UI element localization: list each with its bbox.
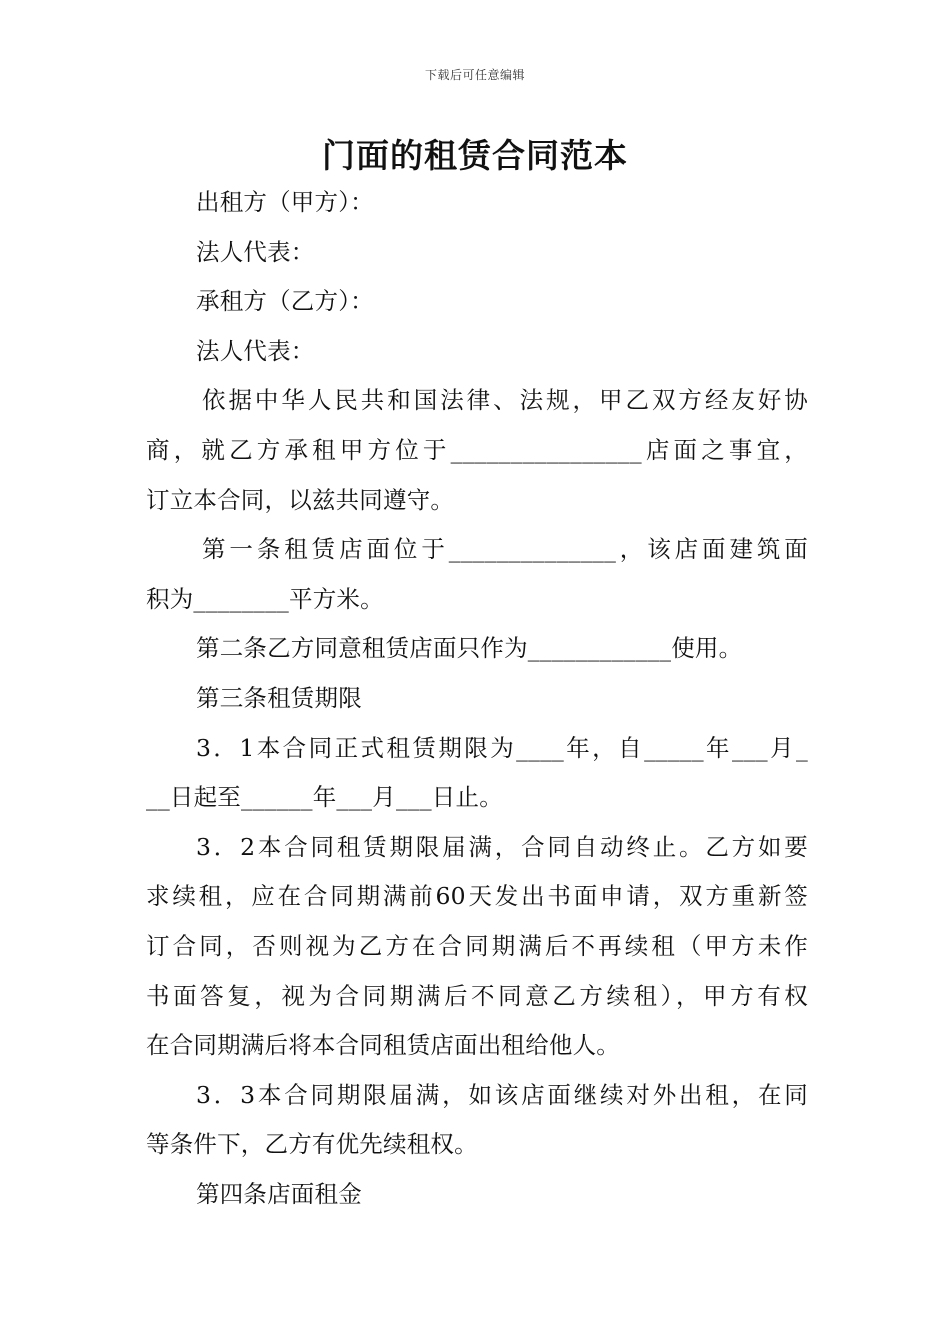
- article-1-line-2: 积为________平方米。: [146, 584, 384, 613]
- article-2-line: 第二条乙方同意租赁店面只作为____________使用。: [196, 634, 743, 663]
- lessee-line: 承租方（乙方）：: [196, 287, 374, 316]
- clause-3-1-line-2: __日起至______年___月___日止。: [146, 783, 503, 812]
- document-title: 门面的租赁合同范本: [322, 136, 628, 175]
- article-3-heading: 第三条租赁期限: [196, 683, 362, 712]
- lessor-legal-rep-line: 法人代表：: [196, 237, 315, 266]
- clause-3-1-line-1: 3．1本合同正式租赁期限为____年，自_____年___月_: [196, 733, 808, 762]
- clause-3-2-line-5: 在合同期满后将本合同租赁店面出租给他人。: [146, 1031, 620, 1060]
- article-1-line-1: 第一条租赁店面位于______________，该店面建筑面: [202, 535, 808, 564]
- preamble-line-1: 依据中华人民共和国法律、法规，甲乙双方经友好协: [202, 386, 808, 415]
- clause-3-2-line-3: 订合同，否则视为乙方在合同期满后不再续租（甲方未作: [146, 931, 808, 960]
- article-4-heading: 第四条店面租金: [196, 1179, 362, 1208]
- clause-3-2-line-2: 求续租，应在合同期满前60天发出书面申请，双方重新签: [146, 882, 808, 911]
- preamble-line-3: 订立本合同，以兹共同遵守。: [146, 485, 455, 514]
- lessee-legal-rep-line: 法人代表：: [196, 336, 315, 365]
- clause-3-2-line-1: 3．2本合同租赁期限届满，合同自动终止。乙方如要: [196, 832, 808, 861]
- header-note: 下载后可任意编辑: [424, 68, 525, 82]
- clause-3-3-line-1: 3．3本合同期限届满，如该店面继续对外出租，在同: [196, 1080, 808, 1109]
- contract-body: [146, 178, 808, 1219]
- clause-3-2-line-4: 书面答复，视为合同期满后不同意乙方续租），甲方有权: [146, 981, 808, 1010]
- preamble-line-2: 商，就乙方承租甲方位于________________店面之事宜，: [146, 435, 808, 464]
- lessor-line: 出租方（甲方）：: [196, 188, 374, 216]
- clause-3-3-line-2: 等条件下，乙方有优先续租权。: [146, 1130, 478, 1159]
